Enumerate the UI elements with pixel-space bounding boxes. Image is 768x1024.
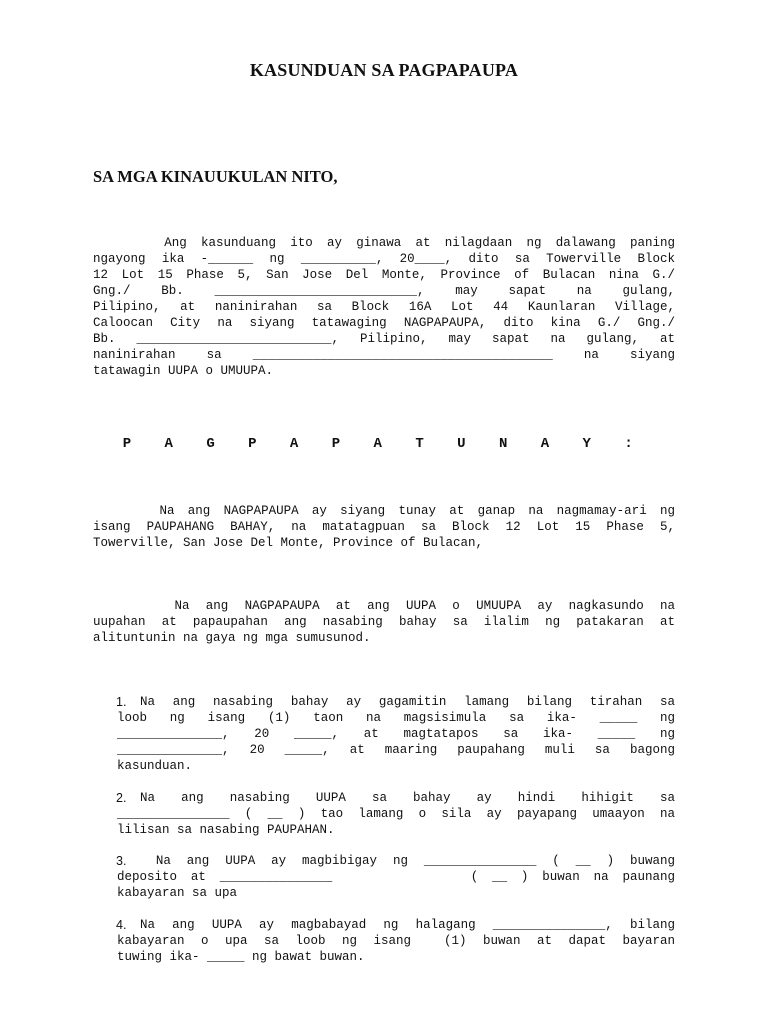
intro-line: Gng./ Bb. ___________________________, may sapat na gulang, (93, 284, 675, 298)
paragraph-line: alituntunin na gaya ng mga sumusunod. (93, 631, 371, 645)
item-line: _______________ ( __ ) tao lamang o sila ay payapang umaayon na (117, 807, 675, 821)
intro-line: Bb. __________________________, Pilipino, may sapat na gulang, at (93, 332, 675, 346)
item-line: tuwing ika- _____ ng bawat buwan. (117, 950, 365, 964)
item-line: deposito at _______________ ( __ ) buwan na paunang (117, 870, 675, 884)
item-line: Na ang UUPA ay magbibigay ng _______________ ( __ ) buwang (140, 854, 675, 868)
intro-line: Caloocan City na siyang tatawaging NAGPAPAUPA, dito kina G./ Gng./ (93, 316, 675, 330)
paragraph-line: isang PAUPAHANG BAHAY, na matatagpuan sa Block 12 Lot 15 Phase 5, (93, 520, 675, 534)
item-line: ______________, 20 _____, at magtatapos sa ika- _____ ng (117, 727, 675, 741)
item-line: kasunduan. (117, 759, 193, 773)
item-line: ______________, 20 _____, at maaring paupahang muli sa bagong (117, 743, 675, 757)
paragraph-line: Towerville, San Jose Del Monte, Province of Bulacan, (93, 536, 484, 550)
document-title: KASUNDUAN SA PAGPAPAUPA (249, 60, 519, 80)
intro-line: Ang kasunduang ito ay ginawa at nilagdaan ng dalawang paning (93, 236, 675, 250)
paragraph-line: Na ang NAGPAPAUPA at ang UUPA o UMUUPA ay nagkasundo na (93, 599, 675, 613)
item-line: lilisan sa nasabing PAUPAHAN. (117, 823, 335, 837)
intro-line: naninirahan sa ________________________________________ na siyang (93, 348, 675, 362)
paragraph-line: uupahan at papaupahan ang nasabing bahay sa ilalim ng patakaran at (93, 615, 675, 629)
paragraph-line: Na ang NAGPAPAUPA ay siyang tunay at ganap na nagmamay-ari ng (93, 504, 675, 518)
intro-line: tatawagin UUPA o UMUUPA. (93, 364, 274, 378)
item-line: loob ng isang (1) taon na magsisimula sa ika- _____ ng (117, 711, 675, 725)
intro-line: ngayong ika -______ ng __________, 20____, dito sa Towerville Block (93, 252, 675, 266)
salutation: SA MGA KINAUUKULAN NITO, (93, 167, 338, 186)
section-heading: P A G P A P A T U N A Y : (122, 436, 646, 452)
item-line: kabayaran sa upa (117, 886, 238, 900)
item-number: 2. (116, 791, 127, 805)
item-number: 1. (116, 695, 127, 709)
item-number: 3. (116, 854, 127, 868)
item-number: 4. (116, 918, 127, 932)
intro-line: 12 Lot 15 Phase 5, San Jose Del Monte, Province of Bulacan nina G./ (93, 268, 675, 282)
item-line: kabayaran o upa sa loob ng isang (1) buwan at dapat bayaran (117, 934, 675, 948)
item-line: Na ang nasabing UUPA sa bahay ay hindi hihigit sa (140, 791, 675, 805)
item-line: Na ang UUPA ay magbabayad ng halagang _______________, bilang (140, 918, 675, 932)
item-line: Na ang nasabing bahay ay gagamitin lamang bilang tirahan sa (140, 695, 675, 709)
intro-line: Pilipino, at naninirahan sa Block 16A Lot 44 Kaunlaran Village, (93, 300, 675, 314)
